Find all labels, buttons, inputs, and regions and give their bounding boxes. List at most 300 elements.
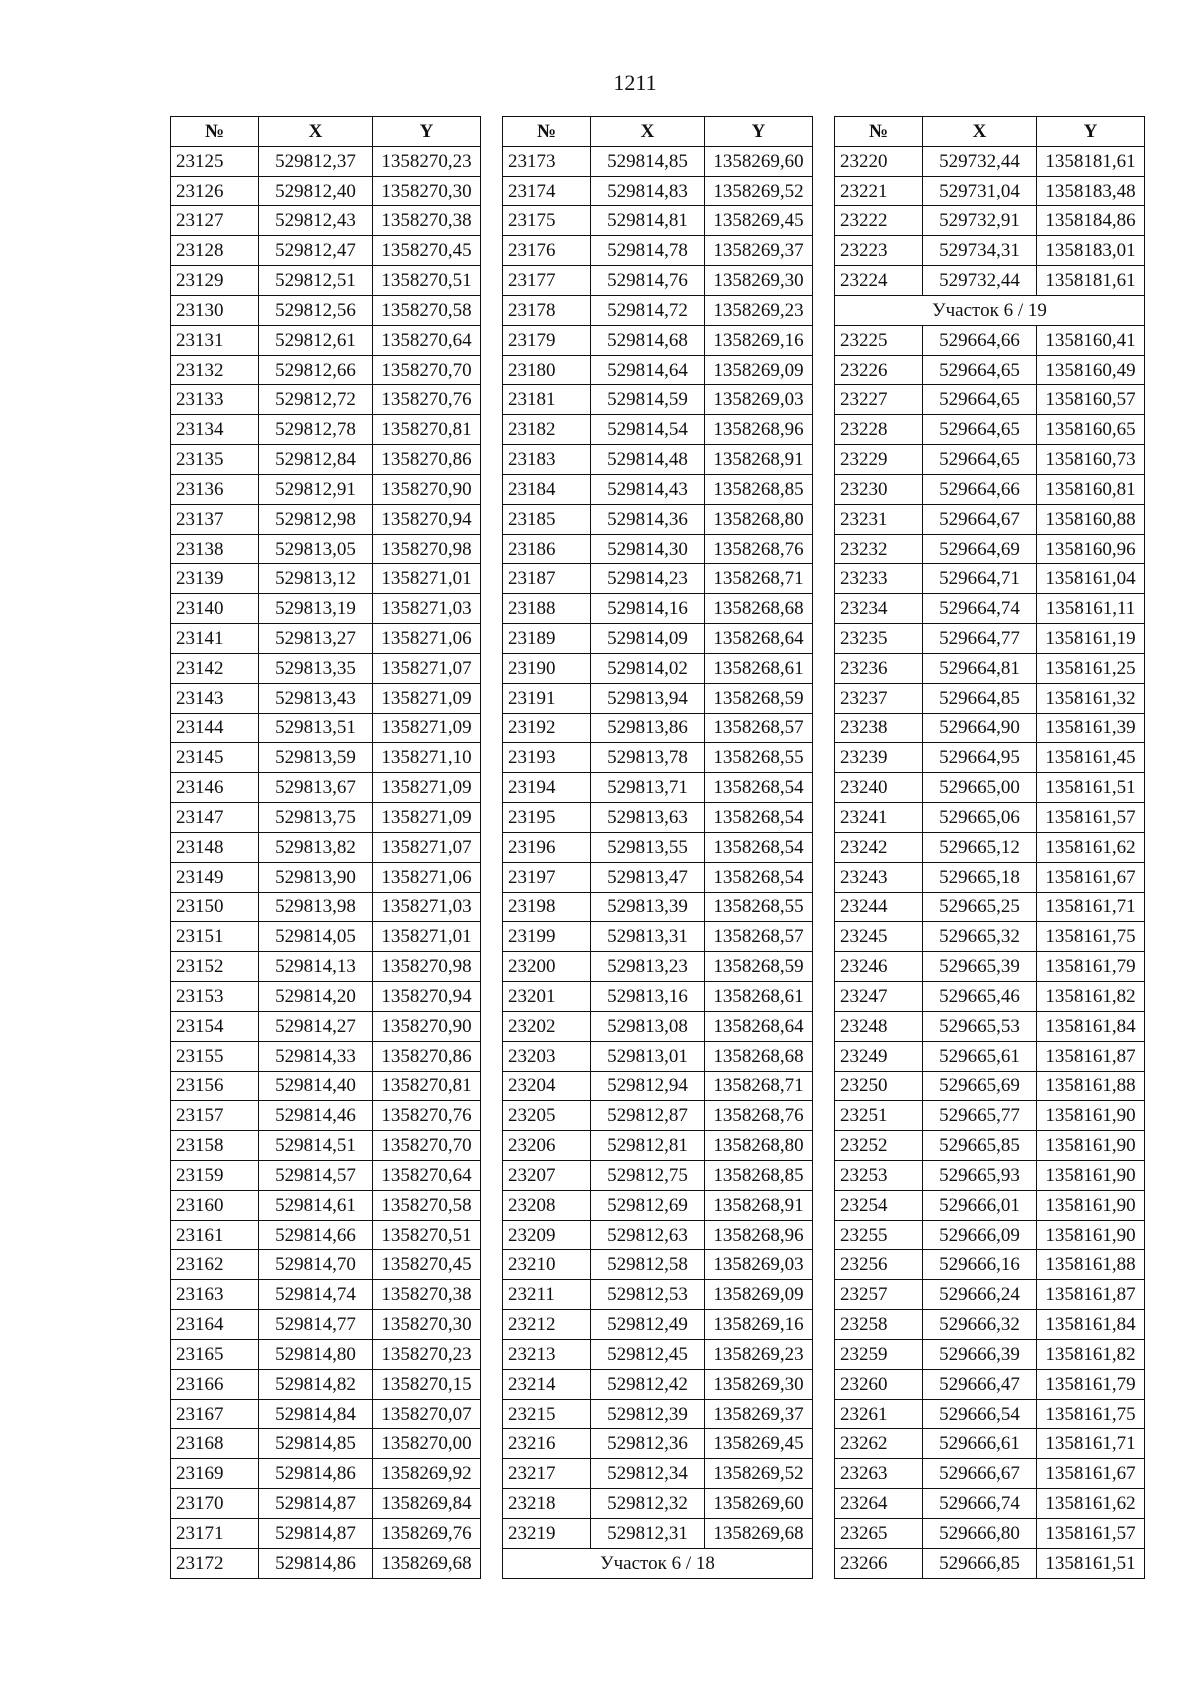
x-coordinate-cell: 529814,54 [591, 415, 705, 445]
y-coordinate-cell: 1358161,90 [1037, 1160, 1145, 1190]
y-coordinate-cell: 1358268,71 [705, 564, 813, 594]
y-coordinate-cell: 1358269,68 [373, 1548, 481, 1578]
y-coordinate-cell: 1358268,80 [705, 504, 813, 534]
point-number-cell: 23252 [835, 1131, 923, 1161]
y-coordinate-cell: 1358269,45 [705, 1429, 813, 1459]
coordinate-table-1 [170, 116, 481, 1579]
point-number-cell: 23196 [503, 832, 591, 862]
table-row [835, 1220, 1145, 1250]
table-row [171, 1518, 481, 1548]
x-coordinate-cell: 529814,27 [259, 1011, 373, 1041]
table-row [171, 594, 481, 624]
y-coordinate-cell: 1358270,94 [373, 982, 481, 1012]
table-row [171, 1220, 481, 1250]
y-coordinate-cell: 1358268,57 [705, 713, 813, 743]
table-row [835, 1250, 1145, 1280]
y-coordinate-cell: 1358270,15 [373, 1369, 481, 1399]
point-number-cell: 23159 [171, 1160, 259, 1190]
table-row [171, 982, 481, 1012]
point-number-cell: 23222 [835, 206, 923, 236]
table-row [835, 952, 1145, 982]
y-coordinate-cell: 1358270,76 [373, 1101, 481, 1131]
coordinate-table-2 [502, 116, 813, 1579]
y-coordinate-cell: 1358270,00 [373, 1429, 481, 1459]
point-number-cell: 23254 [835, 1190, 923, 1220]
header-x: X [591, 117, 705, 147]
table-row [503, 564, 813, 594]
x-coordinate-cell: 529813,43 [259, 683, 373, 713]
header-x: X [259, 117, 373, 147]
point-number-cell: 23212 [503, 1310, 591, 1340]
table-row [171, 385, 481, 415]
y-coordinate-cell: 1358160,65 [1037, 415, 1145, 445]
table-row [835, 474, 1145, 504]
table-row [171, 713, 481, 743]
y-coordinate-cell: 1358270,30 [373, 1310, 481, 1340]
y-coordinate-cell: 1358268,76 [705, 534, 813, 564]
y-coordinate-cell: 1358161,11 [1037, 594, 1145, 624]
table-row [835, 594, 1145, 624]
point-number-cell: 23266 [835, 1548, 923, 1578]
table-header-row [171, 117, 481, 147]
y-coordinate-cell: 1358161,32 [1037, 683, 1145, 713]
point-number-cell: 23127 [171, 206, 259, 236]
point-number-cell: 23235 [835, 624, 923, 654]
point-number-cell: 23232 [835, 534, 923, 564]
point-number-cell: 23133 [171, 385, 259, 415]
point-number-cell: 23206 [503, 1131, 591, 1161]
x-coordinate-cell: 529814,13 [259, 952, 373, 982]
y-coordinate-cell: 1358269,03 [705, 385, 813, 415]
y-coordinate-cell: 1358268,68 [705, 594, 813, 624]
y-coordinate-cell: 1358270,38 [373, 1280, 481, 1310]
y-coordinate-cell: 1358160,88 [1037, 504, 1145, 534]
point-number-cell: 23148 [171, 832, 259, 862]
table-row [171, 295, 481, 325]
table-row [835, 415, 1145, 445]
y-coordinate-cell: 1358271,01 [373, 922, 481, 952]
point-number-cell: 23253 [835, 1160, 923, 1190]
x-coordinate-cell: 529665,12 [923, 832, 1037, 862]
x-coordinate-cell: 529814,57 [259, 1160, 373, 1190]
table-row [503, 355, 813, 385]
table-row [171, 952, 481, 982]
y-coordinate-cell: 1358161,71 [1037, 892, 1145, 922]
y-coordinate-cell: 1358161,87 [1037, 1280, 1145, 1310]
point-number-cell: 23243 [835, 862, 923, 892]
y-coordinate-cell: 1358270,30 [373, 176, 481, 206]
point-number-cell: 23129 [171, 266, 259, 296]
point-number-cell: 23146 [171, 773, 259, 803]
y-coordinate-cell: 1358270,64 [373, 325, 481, 355]
y-coordinate-cell: 1358269,60 [705, 1489, 813, 1519]
y-coordinate-cell: 1358161,90 [1037, 1101, 1145, 1131]
table-row [503, 504, 813, 534]
table-row [171, 206, 481, 236]
y-coordinate-cell: 1358184,86 [1037, 206, 1145, 236]
y-coordinate-cell: 1358161,67 [1037, 862, 1145, 892]
x-coordinate-cell: 529814,23 [591, 564, 705, 594]
y-coordinate-cell: 1358268,68 [705, 1041, 813, 1071]
table-row [503, 743, 813, 773]
y-coordinate-cell: 1358161,84 [1037, 1310, 1145, 1340]
point-number-cell: 23138 [171, 534, 259, 564]
table-row [835, 1339, 1145, 1369]
x-coordinate-cell: 529665,61 [923, 1041, 1037, 1071]
table-row [503, 1190, 813, 1220]
point-number-cell: 23172 [171, 1548, 259, 1578]
x-coordinate-cell: 529812,78 [259, 415, 373, 445]
table-row [171, 1548, 481, 1578]
table-row [171, 1101, 481, 1131]
table-row [503, 1250, 813, 1280]
table-row [835, 1310, 1145, 1340]
table-row [503, 1101, 813, 1131]
x-coordinate-cell: 529812,37 [259, 146, 373, 176]
x-coordinate-cell: 529664,65 [923, 355, 1037, 385]
point-number-cell: 23251 [835, 1101, 923, 1131]
x-coordinate-cell: 529813,71 [591, 773, 705, 803]
header-number: № [171, 117, 259, 147]
x-coordinate-cell: 529813,82 [259, 832, 373, 862]
y-coordinate-cell: 1358271,07 [373, 653, 481, 683]
point-number-cell: 23257 [835, 1280, 923, 1310]
point-number-cell: 23165 [171, 1339, 259, 1369]
table-row [171, 624, 481, 654]
point-number-cell: 23202 [503, 1011, 591, 1041]
table-row [835, 355, 1145, 385]
page-number: 1211 [613, 70, 657, 95]
y-coordinate-cell: 1358268,54 [705, 773, 813, 803]
x-coordinate-cell: 529666,80 [923, 1518, 1037, 1548]
point-number-cell: 23244 [835, 892, 923, 922]
point-number-cell: 23130 [171, 295, 259, 325]
table-row [835, 803, 1145, 833]
point-number-cell: 23177 [503, 266, 591, 296]
table-row [835, 1160, 1145, 1190]
x-coordinate-cell: 529813,86 [591, 713, 705, 743]
table-header-row [503, 117, 813, 147]
y-coordinate-cell: 1358268,54 [705, 832, 813, 862]
x-coordinate-cell: 529814,36 [591, 504, 705, 534]
point-number-cell: 23132 [171, 355, 259, 385]
y-coordinate-cell: 1358181,61 [1037, 146, 1145, 176]
table-row [835, 892, 1145, 922]
x-coordinate-cell: 529814,59 [591, 385, 705, 415]
y-coordinate-cell: 1358271,10 [373, 743, 481, 773]
table-row [503, 1489, 813, 1519]
point-number-cell: 23247 [835, 982, 923, 1012]
point-number-cell: 23183 [503, 445, 591, 475]
point-number-cell: 23205 [503, 1101, 591, 1131]
x-coordinate-cell: 529665,39 [923, 952, 1037, 982]
y-coordinate-cell: 1358161,67 [1037, 1459, 1145, 1489]
x-coordinate-cell: 529814,64 [591, 355, 705, 385]
x-coordinate-cell: 529812,81 [591, 1131, 705, 1161]
x-coordinate-cell: 529664,66 [923, 325, 1037, 355]
point-number-cell: 23137 [171, 504, 259, 534]
x-coordinate-cell: 529664,65 [923, 445, 1037, 475]
x-coordinate-cell: 529814,77 [259, 1310, 373, 1340]
y-coordinate-cell: 1358268,57 [705, 922, 813, 952]
table-row [171, 1071, 481, 1101]
point-number-cell: 23157 [171, 1101, 259, 1131]
point-number-cell: 23245 [835, 922, 923, 952]
point-number-cell: 23200 [503, 952, 591, 982]
x-coordinate-cell: 529813,01 [591, 1041, 705, 1071]
y-coordinate-cell: 1358270,86 [373, 1041, 481, 1071]
x-coordinate-cell: 529665,06 [923, 803, 1037, 833]
x-coordinate-cell: 529812,69 [591, 1190, 705, 1220]
x-coordinate-cell: 529812,63 [591, 1220, 705, 1250]
point-number-cell: 23175 [503, 206, 591, 236]
point-number-cell: 23217 [503, 1459, 591, 1489]
point-number-cell: 23239 [835, 743, 923, 773]
point-number-cell: 23255 [835, 1220, 923, 1250]
point-number-cell: 23163 [171, 1280, 259, 1310]
x-coordinate-cell: 529814,05 [259, 922, 373, 952]
table-row [503, 1280, 813, 1310]
x-coordinate-cell: 529812,31 [591, 1518, 705, 1548]
x-coordinate-cell: 529666,54 [923, 1399, 1037, 1429]
x-coordinate-cell: 529814,20 [259, 982, 373, 1012]
table-row [171, 266, 481, 296]
point-number-cell: 23240 [835, 773, 923, 803]
table-row [171, 862, 481, 892]
y-coordinate-cell: 1358160,96 [1037, 534, 1145, 564]
table-row [503, 385, 813, 415]
point-number-cell: 23228 [835, 415, 923, 445]
x-coordinate-cell: 529664,90 [923, 713, 1037, 743]
table-row [171, 1131, 481, 1161]
y-coordinate-cell: 1358161,71 [1037, 1429, 1145, 1459]
table-row [835, 713, 1145, 743]
point-number-cell: 23191 [503, 683, 591, 713]
point-number-cell: 23233 [835, 564, 923, 594]
x-coordinate-cell: 529812,51 [259, 266, 373, 296]
point-number-cell: 23221 [835, 176, 923, 206]
table-row [503, 1339, 813, 1369]
y-coordinate-cell: 1358270,64 [373, 1160, 481, 1190]
y-coordinate-cell: 1358271,03 [373, 892, 481, 922]
y-coordinate-cell: 1358161,57 [1037, 1518, 1145, 1548]
y-coordinate-cell: 1358161,39 [1037, 713, 1145, 743]
x-coordinate-cell: 529813,59 [259, 743, 373, 773]
y-coordinate-cell: 1358270,58 [373, 295, 481, 325]
section-row [503, 1548, 813, 1578]
table-row [503, 445, 813, 475]
point-number-cell: 23225 [835, 325, 923, 355]
point-number-cell: 23241 [835, 803, 923, 833]
table-row [835, 1190, 1145, 1220]
table-row [835, 1429, 1145, 1459]
x-coordinate-cell: 529813,16 [591, 982, 705, 1012]
point-number-cell: 23246 [835, 952, 923, 982]
x-coordinate-cell: 529812,84 [259, 445, 373, 475]
point-number-cell: 23144 [171, 713, 259, 743]
y-coordinate-cell: 1358268,80 [705, 1131, 813, 1161]
table-row [835, 1489, 1145, 1519]
point-number-cell: 23209 [503, 1220, 591, 1250]
y-coordinate-cell: 1358268,61 [705, 982, 813, 1012]
y-coordinate-cell: 1358269,52 [705, 176, 813, 206]
x-coordinate-cell: 529814,82 [259, 1369, 373, 1399]
y-coordinate-cell: 1358161,04 [1037, 564, 1145, 594]
table-row [171, 1489, 481, 1519]
y-coordinate-cell: 1358268,96 [705, 415, 813, 445]
y-coordinate-cell: 1358269,68 [705, 1518, 813, 1548]
header-y: Y [373, 117, 481, 147]
y-coordinate-cell: 1358270,45 [373, 1250, 481, 1280]
table-row [503, 773, 813, 803]
point-number-cell: 23151 [171, 922, 259, 952]
point-number-cell: 23140 [171, 594, 259, 624]
x-coordinate-cell: 529732,44 [923, 266, 1037, 296]
x-coordinate-cell: 529812,98 [259, 504, 373, 534]
y-coordinate-cell: 1358270,45 [373, 236, 481, 266]
point-number-cell: 23188 [503, 594, 591, 624]
y-coordinate-cell: 1358160,49 [1037, 355, 1145, 385]
table-row [835, 1459, 1145, 1489]
x-coordinate-cell: 529813,31 [591, 922, 705, 952]
y-coordinate-cell: 1358270,07 [373, 1399, 481, 1429]
section-row [835, 295, 1145, 325]
y-coordinate-cell: 1358270,38 [373, 206, 481, 236]
table-row [503, 1071, 813, 1101]
x-coordinate-cell: 529666,47 [923, 1369, 1037, 1399]
point-number-cell: 23236 [835, 653, 923, 683]
point-number-cell: 23176 [503, 236, 591, 266]
point-number-cell: 23192 [503, 713, 591, 743]
point-number-cell: 23173 [503, 146, 591, 176]
table-row [503, 713, 813, 743]
y-coordinate-cell: 1358183,48 [1037, 176, 1145, 206]
x-coordinate-cell: 529666,32 [923, 1310, 1037, 1340]
point-number-cell: 23154 [171, 1011, 259, 1041]
x-coordinate-cell: 529814,02 [591, 653, 705, 683]
y-coordinate-cell: 1358268,59 [705, 952, 813, 982]
y-coordinate-cell: 1358270,98 [373, 534, 481, 564]
y-coordinate-cell: 1358268,64 [705, 624, 813, 654]
point-number-cell: 23198 [503, 892, 591, 922]
table-row [835, 1071, 1145, 1101]
table-row [171, 743, 481, 773]
table-row [503, 1399, 813, 1429]
y-coordinate-cell: 1358269,60 [705, 146, 813, 176]
point-number-cell: 23213 [503, 1339, 591, 1369]
x-coordinate-cell: 529665,53 [923, 1011, 1037, 1041]
table-row [835, 1369, 1145, 1399]
table-row [835, 325, 1145, 355]
point-number-cell: 23156 [171, 1071, 259, 1101]
x-coordinate-cell: 529664,66 [923, 474, 1037, 504]
point-number-cell: 23263 [835, 1459, 923, 1489]
y-coordinate-cell: 1358268,54 [705, 862, 813, 892]
y-coordinate-cell: 1358270,76 [373, 385, 481, 415]
table-row [835, 1101, 1145, 1131]
table-row [835, 564, 1145, 594]
x-coordinate-cell: 529732,44 [923, 146, 1037, 176]
table-row [835, 1280, 1145, 1310]
table-row [835, 862, 1145, 892]
x-coordinate-cell: 529813,94 [591, 683, 705, 713]
point-number-cell: 23150 [171, 892, 259, 922]
y-coordinate-cell: 1358161,62 [1037, 832, 1145, 862]
point-number-cell: 23215 [503, 1399, 591, 1429]
x-coordinate-cell: 529812,42 [591, 1369, 705, 1399]
point-number-cell: 23207 [503, 1160, 591, 1190]
table-row [171, 892, 481, 922]
section-label: Участок 6 / 19 [835, 295, 1145, 325]
point-number-cell: 23185 [503, 504, 591, 534]
y-coordinate-cell: 1358270,51 [373, 266, 481, 296]
table-row [835, 653, 1145, 683]
y-coordinate-cell: 1358269,37 [705, 236, 813, 266]
x-coordinate-cell: 529814,76 [591, 266, 705, 296]
y-coordinate-cell: 1358161,62 [1037, 1489, 1145, 1519]
x-coordinate-cell: 529814,40 [259, 1071, 373, 1101]
point-number-cell: 23211 [503, 1280, 591, 1310]
table-row [503, 892, 813, 922]
table-row [503, 1310, 813, 1340]
y-coordinate-cell: 1358269,30 [705, 1369, 813, 1399]
x-coordinate-cell: 529814,83 [591, 176, 705, 206]
point-number-cell: 23220 [835, 146, 923, 176]
table-row [503, 982, 813, 1012]
x-coordinate-cell: 529813,75 [259, 803, 373, 833]
point-number-cell: 23210 [503, 1250, 591, 1280]
table-row [171, 445, 481, 475]
table-row [171, 564, 481, 594]
table-row [835, 176, 1145, 206]
y-coordinate-cell: 1358269,16 [705, 1310, 813, 1340]
table-row [171, 1369, 481, 1399]
point-number-cell: 23258 [835, 1310, 923, 1340]
table-row [171, 474, 481, 504]
x-coordinate-cell: 529664,71 [923, 564, 1037, 594]
point-number-cell: 23237 [835, 683, 923, 713]
point-number-cell: 23223 [835, 236, 923, 266]
section-label: Участок 6 / 18 [503, 1548, 813, 1578]
x-coordinate-cell: 529664,85 [923, 683, 1037, 713]
y-coordinate-cell: 1358270,23 [373, 146, 481, 176]
table-row [171, 922, 481, 952]
x-coordinate-cell: 529812,39 [591, 1399, 705, 1429]
table-row [171, 1310, 481, 1340]
table-row [503, 1160, 813, 1190]
x-coordinate-cell: 529812,61 [259, 325, 373, 355]
point-number-cell: 23216 [503, 1429, 591, 1459]
point-number-cell: 23149 [171, 862, 259, 892]
x-coordinate-cell: 529664,74 [923, 594, 1037, 624]
table-row [835, 445, 1145, 475]
y-coordinate-cell: 1358183,01 [1037, 236, 1145, 266]
table-row [171, 1041, 481, 1071]
y-coordinate-cell: 1358270,81 [373, 1071, 481, 1101]
point-number-cell: 23218 [503, 1489, 591, 1519]
point-number-cell: 23249 [835, 1041, 923, 1071]
y-coordinate-cell: 1358269,03 [705, 1250, 813, 1280]
point-number-cell: 23229 [835, 445, 923, 475]
x-coordinate-cell: 529814,85 [259, 1429, 373, 1459]
point-number-cell: 23164 [171, 1310, 259, 1340]
y-coordinate-cell: 1358161,51 [1037, 1548, 1145, 1578]
y-coordinate-cell: 1358271,09 [373, 773, 481, 803]
table-row [503, 266, 813, 296]
y-coordinate-cell: 1358271,06 [373, 862, 481, 892]
x-coordinate-cell: 529814,81 [591, 206, 705, 236]
y-coordinate-cell: 1358161,45 [1037, 743, 1145, 773]
